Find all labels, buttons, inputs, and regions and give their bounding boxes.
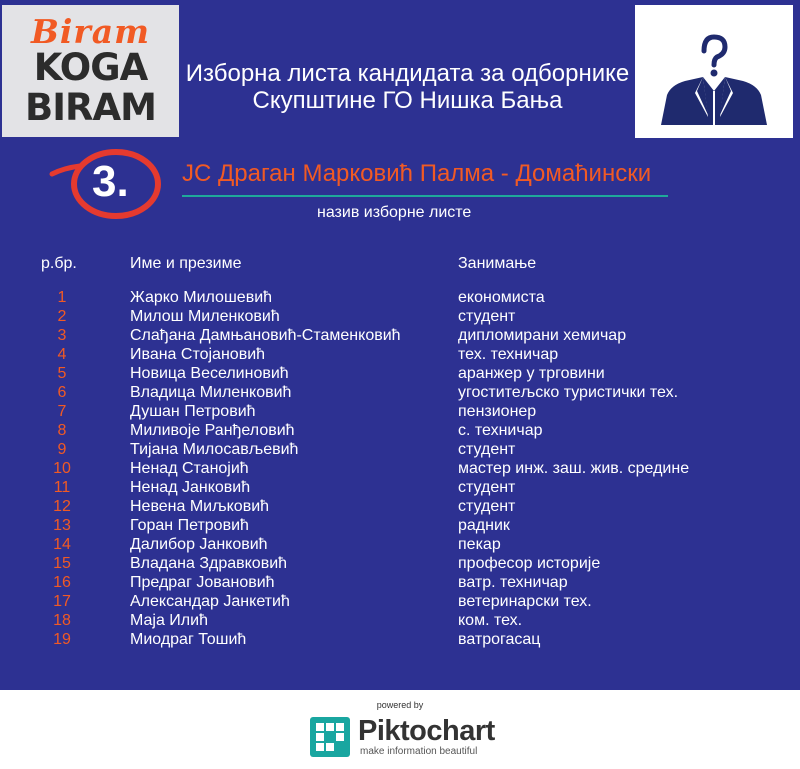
candidate-occupation: дипломирани хемичар (458, 327, 627, 344)
list-item (0, 611, 800, 630)
candidate-occupation: студент (458, 479, 516, 496)
candidate-name: Новица Веселиновић (130, 365, 289, 382)
candidate-occupation: професор историје (458, 555, 601, 572)
candidate-number: 18 (53, 612, 71, 629)
page-title: Изборна листа кандидата за одборнике Скупштине ГО Нишка Бања (185, 60, 630, 114)
piktochart-tagline: make information beautiful (360, 746, 478, 757)
candidate-occupation: студент (458, 498, 516, 515)
candidate-number: 3 (57, 327, 67, 344)
candidate-occupation: пензионер (458, 403, 537, 420)
candidate-number: 12 (53, 498, 71, 515)
header-name: Име и презиме (130, 255, 242, 272)
candidate-number: 4 (57, 346, 67, 363)
list-item (0, 307, 800, 326)
piktochart-brand: Piktochart (358, 715, 495, 747)
list-item (0, 554, 800, 573)
logo-line-2: BIRAM (25, 86, 156, 129)
list-item (0, 497, 800, 516)
candidate-name: Тијана Милосављевић (130, 441, 299, 458)
biram-koga-biram-logo (2, 5, 179, 137)
candidate-occupation: мастер инж. заш. жив. средине (458, 460, 690, 477)
list-item (0, 478, 800, 497)
candidate-occupation: аранжер у трговини (458, 365, 605, 382)
candidate-name: Владана Здравковић (130, 555, 288, 572)
candidate-name: Миливоје Ранђеловић (130, 422, 295, 439)
candidate-number: 14 (53, 536, 71, 553)
candidate-occupation: ком. тех. (458, 612, 523, 629)
candidate-name: Предраг Јовановић (130, 574, 275, 591)
logo-line-1: KOGA (33, 46, 148, 89)
list-item (0, 573, 800, 592)
candidate-name: Слађана Дамњановић-Стаменковић (130, 327, 401, 344)
candidate-number: 1 (57, 289, 67, 306)
list-item (0, 459, 800, 478)
candidate-number: 17 (53, 593, 71, 610)
candidate-name: Милош Миленковић (130, 308, 280, 325)
candidate-occupation: пекар (458, 536, 501, 553)
candidate-number: 2 (57, 308, 67, 325)
candidate-number: 5 (57, 365, 67, 382)
list-item (0, 535, 800, 554)
candidate-name: Горан Петровић (130, 517, 249, 534)
hanger-logo (635, 5, 793, 138)
candidate-number: 16 (53, 574, 71, 591)
candidate-occupation: тех. техничар (458, 346, 559, 363)
candidate-name: Невена Миљковић (130, 498, 270, 515)
hanger-question-icon (645, 13, 783, 131)
list-item (0, 383, 800, 402)
list-item (0, 421, 800, 440)
list-item (0, 288, 800, 307)
candidate-name: Жарко Милошевић (130, 289, 273, 306)
electoral-list-caption: назив изборне листе (317, 204, 472, 221)
candidate-number: 9 (57, 441, 67, 458)
logo-script-text: Biram (30, 12, 151, 51)
header-occupation: Занимање (458, 255, 537, 272)
candidate-occupation: ватр. техничар (458, 574, 568, 591)
candidate-number: 6 (57, 384, 67, 401)
candidate-number: 11 (53, 479, 71, 496)
list-item (0, 630, 800, 649)
candidate-number: 10 (53, 460, 71, 477)
list-item (0, 516, 800, 535)
candidate-occupation: економиста (458, 289, 545, 306)
divider (182, 195, 668, 197)
candidate-name: Миодраг Тошић (130, 631, 247, 648)
candidate-occupation: ветеринарски тех. (458, 593, 592, 610)
list-number-badge (44, 146, 164, 221)
powered-by-label: powered by (376, 700, 424, 710)
candidate-occupation: студент (458, 308, 516, 325)
candidate-list (0, 288, 800, 649)
candidate-name: Александар Јанкетић (130, 593, 290, 610)
candidate-name: Душан Петровић (130, 403, 256, 420)
candidate-occupation: угоститељско туристички тех. (458, 384, 679, 401)
candidate-occupation: ватрогасац (458, 631, 541, 648)
candidate-occupation: с. техничар (458, 422, 543, 439)
candidate-occupation: студент (458, 441, 516, 458)
electoral-list-name: ЈС Драган Марковић Палма - Домаћински (182, 160, 652, 187)
candidate-name: Ивана Стојановић (130, 346, 266, 363)
list-item (0, 326, 800, 345)
header-number: р.бр. (41, 255, 77, 272)
candidate-name: Ненад Јанковић (130, 479, 251, 496)
candidate-number: 7 (57, 403, 67, 420)
list-item (0, 364, 800, 383)
candidate-name: Маја Илић (130, 612, 208, 629)
list-item (0, 440, 800, 459)
candidate-occupation: радник (458, 517, 510, 534)
candidate-number: 13 (53, 517, 71, 534)
piktochart-mark-icon (310, 717, 350, 757)
candidate-name: Владица Миленковић (130, 384, 292, 401)
candidate-name: Ненад Станојић (130, 460, 249, 477)
list-number: 3. (92, 157, 129, 206)
candidate-number: 8 (57, 422, 67, 439)
list-item (0, 402, 800, 421)
candidate-number: 19 (53, 631, 71, 648)
list-item (0, 345, 800, 364)
candidate-number: 15 (53, 555, 71, 572)
list-item (0, 592, 800, 611)
candidate-name: Далибор Јанковић (130, 536, 268, 553)
piktochart-logo[interactable] (310, 715, 500, 759)
